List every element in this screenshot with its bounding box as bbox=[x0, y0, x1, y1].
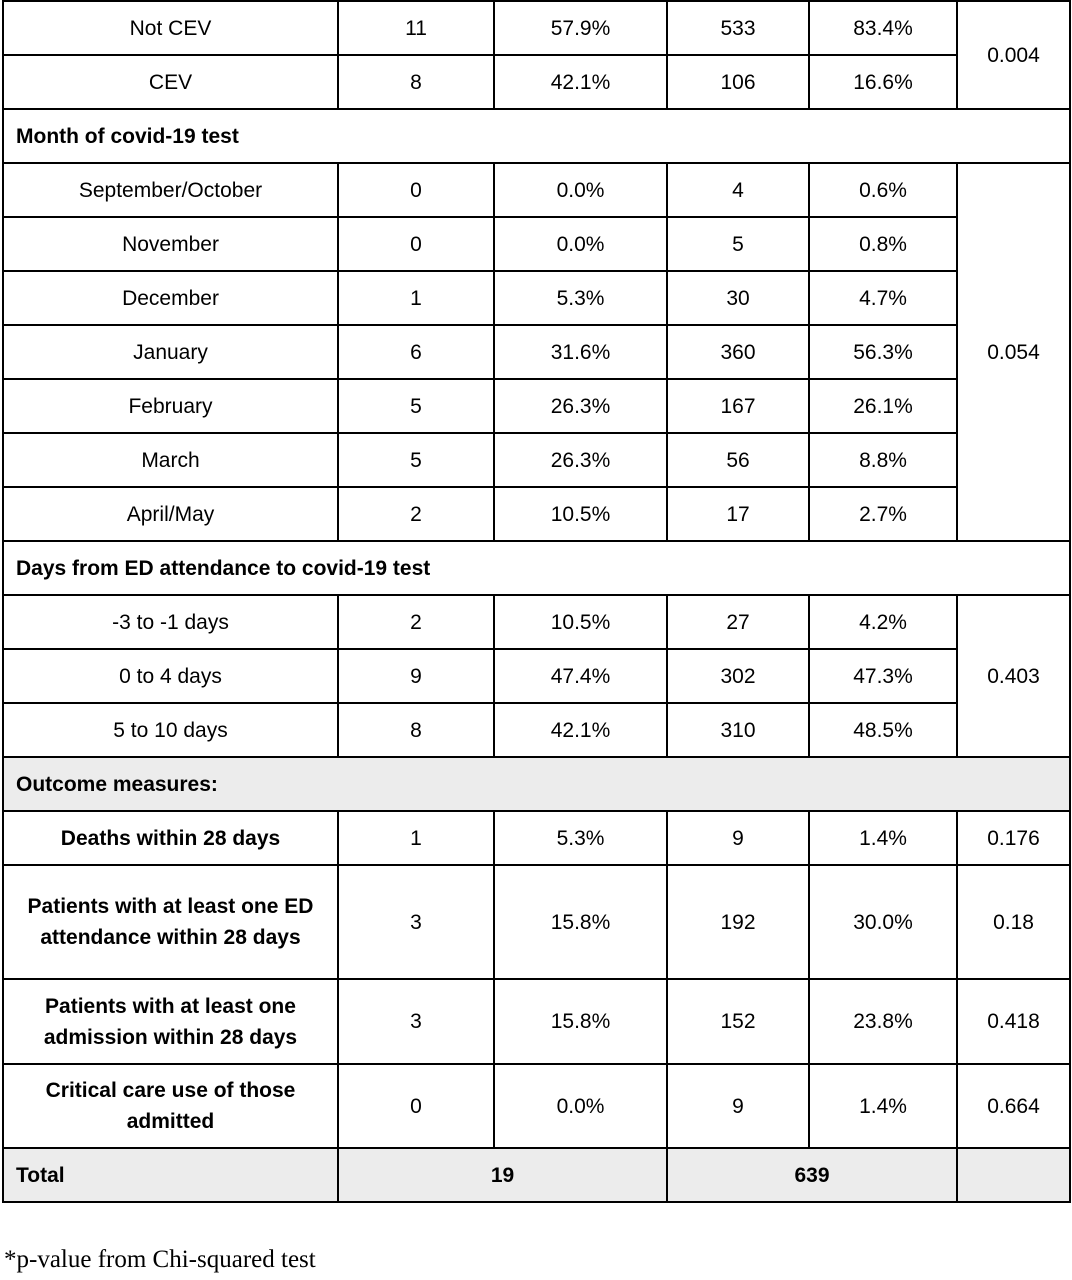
percent-group2: 16.6% bbox=[809, 55, 957, 109]
count-group2: 302 bbox=[667, 649, 809, 703]
row-label: April/May bbox=[3, 487, 338, 541]
percent-group1: 26.3% bbox=[494, 379, 667, 433]
row-label: February bbox=[3, 379, 338, 433]
total-group1: 19 bbox=[338, 1148, 667, 1202]
row-label: Deaths within 28 days bbox=[3, 811, 338, 865]
table-row bbox=[3, 649, 1070, 703]
count-group1: 0 bbox=[338, 217, 494, 271]
count-group2: 27 bbox=[667, 595, 809, 649]
percent-group2: 1.4% bbox=[809, 1064, 957, 1148]
p-value: 0.054 bbox=[957, 163, 1070, 541]
count-group1: 0 bbox=[338, 163, 494, 217]
count-group2: 30 bbox=[667, 271, 809, 325]
p-value: 0.418 bbox=[957, 979, 1070, 1064]
table-row bbox=[3, 217, 1070, 271]
table-row bbox=[3, 271, 1070, 325]
table-row bbox=[3, 1064, 1070, 1148]
row-label: November bbox=[3, 217, 338, 271]
count-group1: 5 bbox=[338, 433, 494, 487]
table-row bbox=[3, 163, 1070, 217]
count-group2: 152 bbox=[667, 979, 809, 1064]
row-label: Patients with at least one ED attendance within 28 days bbox=[3, 865, 338, 979]
count-group1: 3 bbox=[338, 979, 494, 1064]
count-group1: 1 bbox=[338, 811, 494, 865]
percent-group1: 10.5% bbox=[494, 487, 667, 541]
percent-group1: 47.4% bbox=[494, 649, 667, 703]
table-row bbox=[3, 1, 1070, 55]
percent-group2: 26.1% bbox=[809, 379, 957, 433]
percent-group1: 42.1% bbox=[494, 55, 667, 109]
count-group1: 8 bbox=[338, 55, 494, 109]
table-row bbox=[3, 979, 1070, 1064]
count-group1: 2 bbox=[338, 595, 494, 649]
count-group1: 2 bbox=[338, 487, 494, 541]
percent-group2: 47.3% bbox=[809, 649, 957, 703]
section-title: Outcome measures: bbox=[3, 757, 1070, 811]
percent-group2: 1.4% bbox=[809, 811, 957, 865]
percent-group1: 0.0% bbox=[494, 163, 667, 217]
count-group1: 0 bbox=[338, 1064, 494, 1148]
table-row bbox=[3, 325, 1070, 379]
count-group1: 8 bbox=[338, 703, 494, 757]
percent-group2: 23.8% bbox=[809, 979, 957, 1064]
p-value: 0.403 bbox=[957, 595, 1070, 757]
total-label: Total bbox=[3, 1148, 338, 1202]
percent-group1: 10.5% bbox=[494, 595, 667, 649]
row-label: December bbox=[3, 271, 338, 325]
count-group2: 5 bbox=[667, 217, 809, 271]
count-group2: 17 bbox=[667, 487, 809, 541]
count-group1: 3 bbox=[338, 865, 494, 979]
count-group1: 1 bbox=[338, 271, 494, 325]
percent-group1: 26.3% bbox=[494, 433, 667, 487]
table-row bbox=[3, 865, 1070, 979]
table-row bbox=[3, 811, 1070, 865]
percent-group2: 0.6% bbox=[809, 163, 957, 217]
section-title: Month of covid-19 test bbox=[3, 109, 1070, 163]
count-group2: 4 bbox=[667, 163, 809, 217]
percent-group2: 2.7% bbox=[809, 487, 957, 541]
count-group1: 5 bbox=[338, 379, 494, 433]
percent-group2: 4.7% bbox=[809, 271, 957, 325]
p-value: 0.176 bbox=[957, 811, 1070, 865]
count-group1: 9 bbox=[338, 649, 494, 703]
row-label: March bbox=[3, 433, 338, 487]
section-header-row bbox=[3, 757, 1070, 811]
percent-group2: 8.8% bbox=[809, 433, 957, 487]
percent-group2: 83.4% bbox=[809, 1, 957, 55]
section-title: Days from ED attendance to covid-19 test bbox=[3, 541, 1070, 595]
count-group1: 11 bbox=[338, 1, 494, 55]
total-p-value-empty bbox=[957, 1148, 1070, 1202]
table-row bbox=[3, 379, 1070, 433]
percent-group1: 31.6% bbox=[494, 325, 667, 379]
row-label: Not CEV bbox=[3, 1, 338, 55]
p-value: 0.664 bbox=[957, 1064, 1070, 1148]
count-group2: 360 bbox=[667, 325, 809, 379]
count-group2: 192 bbox=[667, 865, 809, 979]
row-label: Critical care use of those admitted bbox=[3, 1064, 338, 1148]
count-group2: 106 bbox=[667, 55, 809, 109]
percent-group1: 0.0% bbox=[494, 1064, 667, 1148]
percent-group1: 57.9% bbox=[494, 1, 667, 55]
p-value: 0.18 bbox=[957, 865, 1070, 979]
footnote: *p-value from Chi-squared test bbox=[4, 1246, 316, 1273]
table-row bbox=[3, 55, 1070, 109]
total-row bbox=[3, 1148, 1070, 1202]
percent-group1: 15.8% bbox=[494, 865, 667, 979]
percent-group1: 42.1% bbox=[494, 703, 667, 757]
percent-group2: 0.8% bbox=[809, 217, 957, 271]
percent-group1: 0.0% bbox=[494, 217, 667, 271]
count-group1: 6 bbox=[338, 325, 494, 379]
results-table bbox=[2, 0, 1071, 1203]
count-group2: 9 bbox=[667, 1064, 809, 1148]
percent-group2: 56.3% bbox=[809, 325, 957, 379]
percent-group1: 15.8% bbox=[494, 979, 667, 1064]
count-group2: 310 bbox=[667, 703, 809, 757]
count-group2: 9 bbox=[667, 811, 809, 865]
table-row bbox=[3, 433, 1070, 487]
row-label: Patients with at least one admission within 28 days bbox=[3, 979, 338, 1064]
table-row bbox=[3, 487, 1070, 541]
count-group2: 533 bbox=[667, 1, 809, 55]
table-row bbox=[3, 703, 1070, 757]
percent-group2: 4.2% bbox=[809, 595, 957, 649]
count-group2: 56 bbox=[667, 433, 809, 487]
percent-group1: 5.3% bbox=[494, 811, 667, 865]
section-header-row bbox=[3, 109, 1070, 163]
count-group2: 167 bbox=[667, 379, 809, 433]
p-value: 0.004 bbox=[957, 1, 1070, 109]
row-label: September/October bbox=[3, 163, 338, 217]
row-label: -3 to -1 days bbox=[3, 595, 338, 649]
percent-group2: 48.5% bbox=[809, 703, 957, 757]
row-label: 0 to 4 days bbox=[3, 649, 338, 703]
row-label: January bbox=[3, 325, 338, 379]
percent-group2: 30.0% bbox=[809, 865, 957, 979]
total-group2: 639 bbox=[667, 1148, 957, 1202]
row-label: 5 to 10 days bbox=[3, 703, 338, 757]
row-label: CEV bbox=[3, 55, 338, 109]
section-header-row bbox=[3, 541, 1070, 595]
percent-group1: 5.3% bbox=[494, 271, 667, 325]
table-row bbox=[3, 595, 1070, 649]
